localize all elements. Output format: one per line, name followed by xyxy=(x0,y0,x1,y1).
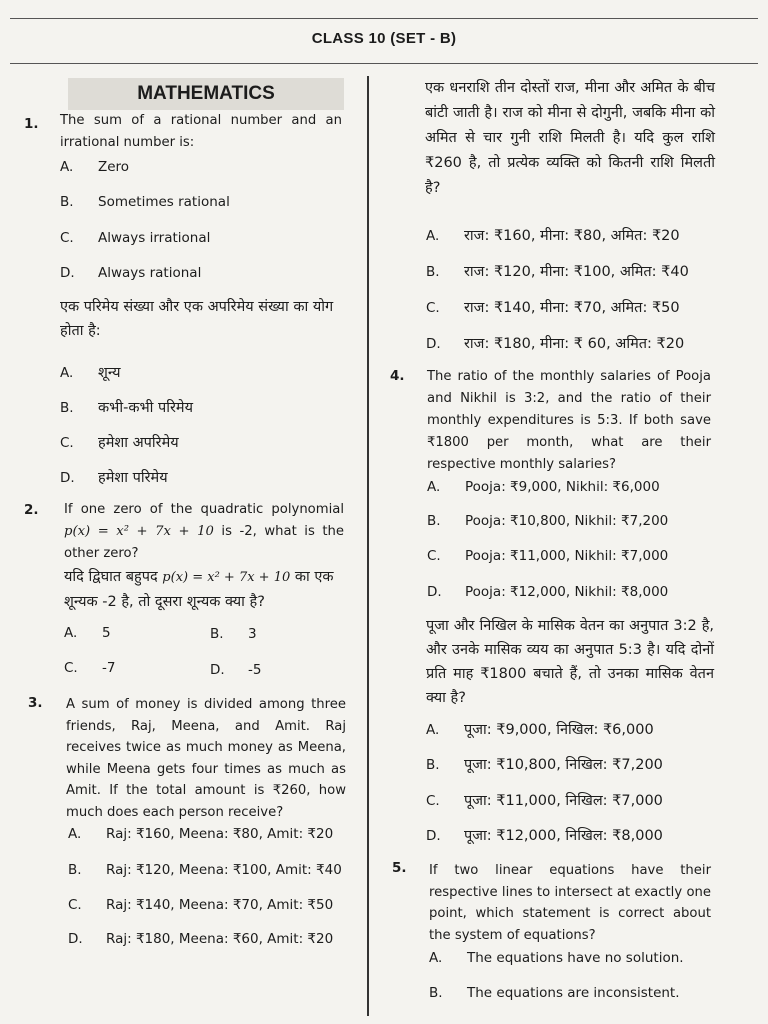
option-text: Pooja: ₹10,800, Nikhil: ₹7,200 xyxy=(465,513,669,529)
option-text: पूजा: ₹10,800, निखिल: ₹7,200 xyxy=(464,757,663,773)
question-text: If two linear equations have their respective lines to intersect at exactly one point, which statement is correct about the system of equations? xyxy=(429,863,711,943)
option-text: Sometimes rational xyxy=(98,194,230,210)
option[interactable] xyxy=(426,789,663,813)
option-text: -7 xyxy=(102,660,116,676)
option-letter: A. xyxy=(64,625,78,641)
option-letter: B. xyxy=(60,400,74,416)
option-text: पूजा: ₹11,000, निखिल: ₹7,000 xyxy=(464,793,663,809)
option-letter: A. xyxy=(60,365,74,381)
option-text: हमेशा अपरिमेय xyxy=(98,435,179,451)
option-letter: D. xyxy=(210,662,225,678)
option-text: Raj: ₹180, Meena: ₹60, Amit: ₹20 xyxy=(106,931,334,947)
question-number: 5. xyxy=(392,860,407,876)
option[interactable] xyxy=(426,260,689,284)
option-text: राज: ₹160, मीना: ₹80, अमित: ₹20 xyxy=(464,228,680,244)
question-text: The sum of a rational number and an irrational number is: xyxy=(60,113,342,150)
option-text: पूजा: ₹9,000, निखिल: ₹6,000 xyxy=(464,722,654,738)
option-letter: A. xyxy=(429,950,443,966)
option-letter: B. xyxy=(426,757,440,773)
option-letter: C. xyxy=(68,897,82,913)
option[interactable] xyxy=(427,513,668,529)
option[interactable] xyxy=(60,159,129,175)
option[interactable] xyxy=(60,361,121,385)
option-letter: C. xyxy=(426,300,440,316)
option[interactable] xyxy=(426,718,654,742)
question-text-part: If one zero of the quadratic polynomial xyxy=(64,502,344,517)
option[interactable] xyxy=(426,753,663,777)
option[interactable] xyxy=(60,230,210,246)
option-letter: D. xyxy=(60,470,75,486)
option-letter: B. xyxy=(426,264,440,280)
option-letter: A. xyxy=(426,228,440,244)
option-letter: B. xyxy=(427,513,441,529)
header-bar xyxy=(10,18,758,64)
column-divider xyxy=(367,76,369,1016)
question-number: 1. xyxy=(24,116,39,132)
question-text-part: is -2, what is the other zero? xyxy=(64,524,344,561)
option-letter: D. xyxy=(426,336,441,352)
option-letter: B. xyxy=(210,626,224,642)
option-letter: C. xyxy=(60,230,74,246)
question-text-part: का एक शून्यक -2 है, तो दूसरा शून्यक क्या है? xyxy=(64,569,334,610)
option-text: राज: ₹120, मीना: ₹100, अमित: ₹40 xyxy=(464,264,689,280)
question-text: A sum of money is divided among three friends, Raj, Meena, and Amit. Raj receives twice as much money as Meena, while Meena gets four times as much as Amit. If the total amount is ₹260, how much does each person receive? xyxy=(66,697,346,820)
option-text: कभी-कभी परिमेय xyxy=(98,400,194,416)
option-letter: D. xyxy=(426,828,441,844)
polynomial-expression: p(x) = x² + 7x + 10 xyxy=(64,524,214,539)
option-letter: A. xyxy=(426,722,440,738)
option-letter: B. xyxy=(60,194,74,210)
subject-heading: MATHEMATICS xyxy=(68,78,344,110)
polynomial-expression: p(x) = x² + 7x + 10 xyxy=(162,570,291,585)
option-letter: D. xyxy=(68,931,83,947)
question-text-hindi xyxy=(64,565,346,614)
option[interactable] xyxy=(427,548,668,564)
option[interactable] xyxy=(68,862,342,878)
option[interactable] xyxy=(427,479,660,495)
option-text: Pooja: ₹9,000, Nikhil: ₹6,000 xyxy=(465,479,660,495)
option-text: Zero xyxy=(98,159,130,175)
option-text: 3 xyxy=(248,626,257,642)
option-text: पूजा: ₹12,000, निखिल: ₹8,000 xyxy=(464,828,663,844)
option-letter: C. xyxy=(60,435,74,451)
option-text: हमेशा परिमेय xyxy=(98,470,168,486)
option-text: The equations have no solution. xyxy=(467,950,684,966)
option-text: Raj: ₹120, Meena: ₹100, Amit: ₹40 xyxy=(106,862,342,878)
question-text-hindi: पूजा और निखिल के मासिक वेतन का अनुपात 3:2 है, और उनके मासिक व्यय का अनुपात 5:3 है। यदि दोनों प्रति माह ₹1800 बचाते हैं, तो उनका मासिक वेतन क्या है? xyxy=(426,618,714,706)
question-number: 4. xyxy=(390,368,405,384)
option[interactable] xyxy=(429,985,680,1001)
option[interactable] xyxy=(60,194,230,210)
option[interactable] xyxy=(427,584,668,600)
option[interactable] xyxy=(68,931,333,947)
option-letter: B. xyxy=(68,862,82,878)
option-text: Always irrational xyxy=(98,230,211,246)
option-letter: D. xyxy=(427,584,442,600)
option-text: Pooja: ₹11,000, Nikhil: ₹7,000 xyxy=(465,548,669,564)
option-text: 5 xyxy=(102,625,111,641)
option-text: Raj: ₹160, Meena: ₹80, Amit: ₹20 xyxy=(106,826,334,842)
option[interactable] xyxy=(64,625,111,641)
question-text-hindi: एक धनराशि तीन दोस्तों राज, मीना और अमित के बीच बांटी जाती है। राज को मीना से दोगुनी, जबकि मीना को अमित से चार गुनी राशि मिलती है। यदि कुल राशि ₹260 है, तो प्रत्येक व्यक्ति को कितनी राशि मिलती है? xyxy=(425,80,715,196)
question-text-hindi: एक परिमेय संख्या और एक अपरिमेय संख्या का योग होता है: xyxy=(60,299,334,339)
option-letter: B. xyxy=(429,985,443,1001)
question-text-part: यदि द्विघात बहुपद xyxy=(64,569,158,585)
option[interactable] xyxy=(68,897,333,913)
question-text: The ratio of the monthly salaries of Pooja and Nikhil is 3:2, and the ratio of their monthly expenditures is 5:3. If both save ₹1800 per month, what are their respective monthly salaries? xyxy=(427,369,711,472)
option[interactable] xyxy=(426,224,680,248)
question-number: 3. xyxy=(28,695,43,711)
option-text: Always rational xyxy=(98,265,202,281)
option-text: Raj: ₹140, Meena: ₹70, Amit: ₹50 xyxy=(106,897,334,913)
option[interactable] xyxy=(210,662,261,678)
page-title: CLASS 10 (SET - B) xyxy=(311,30,457,47)
option[interactable] xyxy=(60,265,201,281)
option[interactable] xyxy=(60,396,193,420)
option-text: -5 xyxy=(248,662,262,678)
option[interactable] xyxy=(426,824,663,848)
option-text: राज: ₹180, मीना: ₹ 60, अमित: ₹20 xyxy=(464,336,685,352)
option[interactable] xyxy=(68,826,333,842)
option-text: राज: ₹140, मीना: ₹70, अमित: ₹50 xyxy=(464,300,680,316)
option[interactable] xyxy=(60,431,179,455)
option-letter: A. xyxy=(427,479,441,495)
question-number: 2. xyxy=(24,502,39,518)
option-text: शून्य xyxy=(98,365,121,381)
option[interactable] xyxy=(426,296,680,320)
option-letter: D. xyxy=(60,265,75,281)
option[interactable] xyxy=(210,626,257,642)
option-letter: A. xyxy=(60,159,74,175)
option[interactable] xyxy=(426,332,684,356)
option[interactable] xyxy=(64,660,115,676)
question-text xyxy=(64,499,344,565)
option-letter: A. xyxy=(68,826,82,842)
option-text: The equations are inconsistent. xyxy=(467,985,680,1001)
option[interactable] xyxy=(60,466,168,490)
option-letter: C. xyxy=(427,548,441,564)
option[interactable] xyxy=(429,950,684,966)
option-text: Pooja: ₹12,000, Nikhil: ₹8,000 xyxy=(465,584,669,600)
option-letter: C. xyxy=(64,660,78,676)
option-letter: C. xyxy=(426,793,440,809)
